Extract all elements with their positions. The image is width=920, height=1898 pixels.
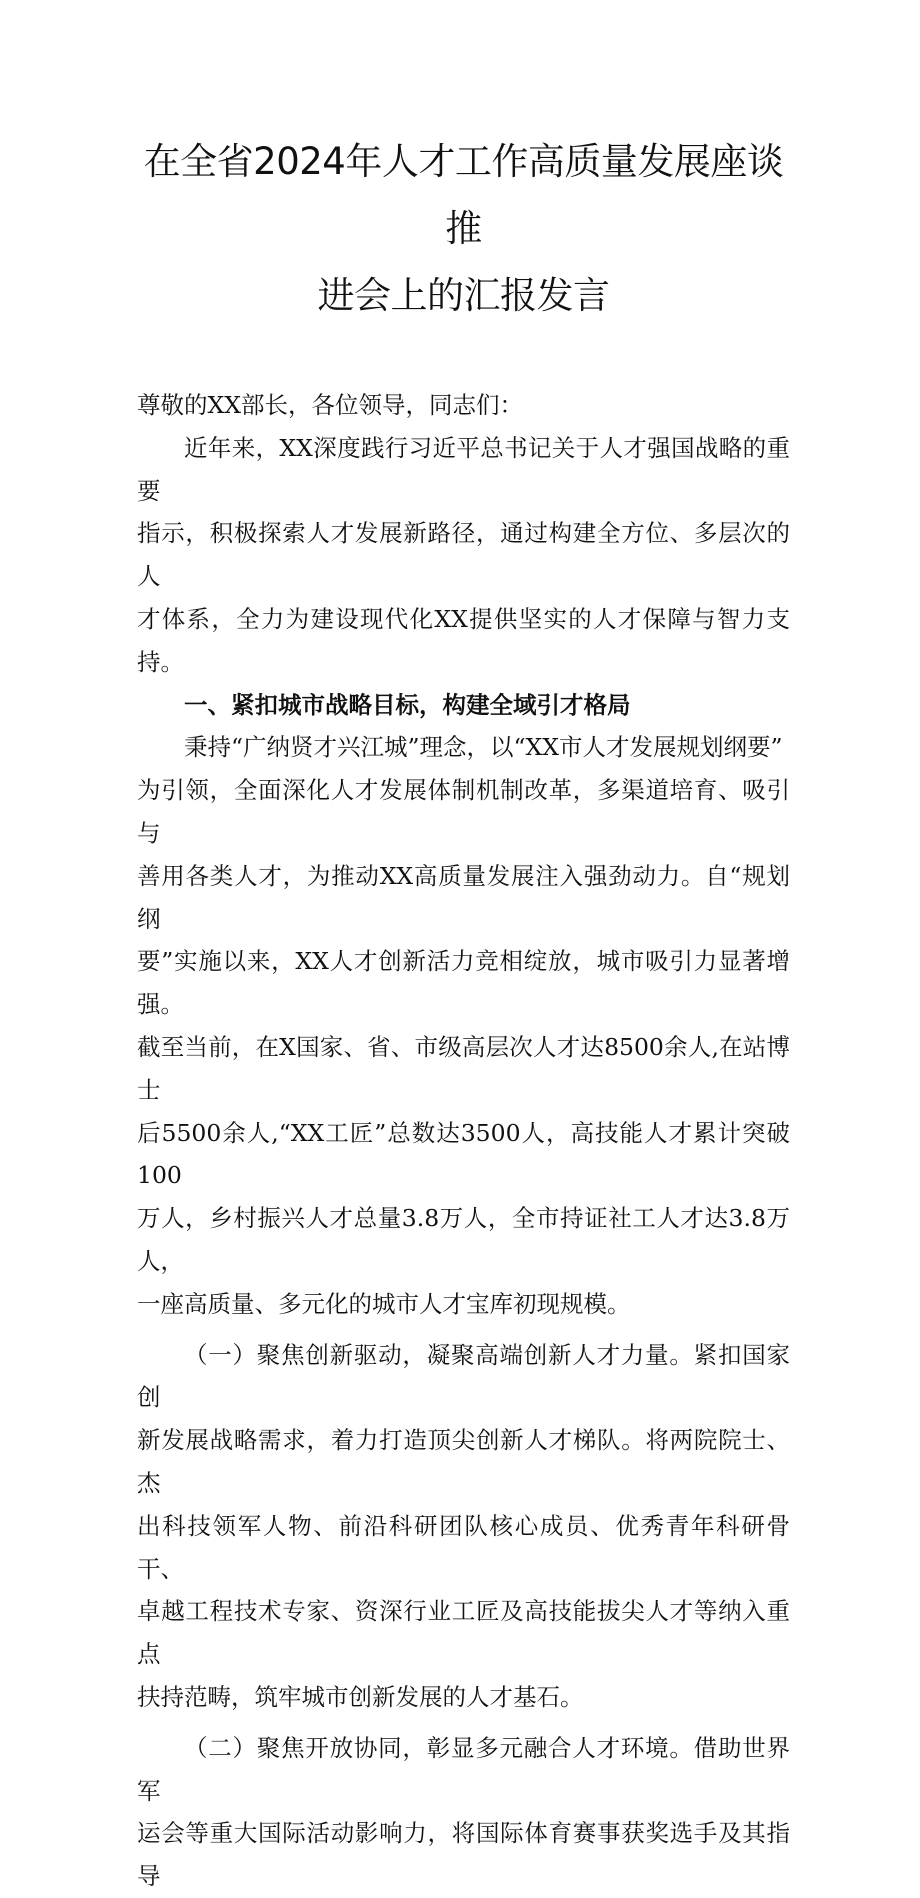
text-line: 卓越工程技术专家、资深行业工匠及高技能拔尖人才等纳入重点 [137, 1597, 790, 1669]
text-line: 一座高质量、多元化的城市人才宝库初现规模。 [137, 1289, 631, 1318]
text-line: 才体系，全力为建设现代化XX提供坚实的人才保障与智力支持。 [137, 604, 790, 676]
text-line: （二）聚焦开放协同，彰显多元融合人才环境。借助世界军 [137, 1733, 790, 1805]
text-line: 秉持“广纳贤才兴江城”理念，以“XX市人才发展规划纲要” [184, 733, 783, 762]
section1-paragraph [137, 726, 790, 1325]
text-line: 扶持范畴，筑牢城市创新发展的人才基石。 [137, 1682, 584, 1711]
text-line: 出科技领军人物、前沿科研团队核心成员、优秀青年科研骨干、 [137, 1511, 790, 1583]
subsection-2-paragraph [137, 1727, 790, 1898]
text-line: 新发展战略需求，着力打造顶尖创新人才梯队。将两院院士、杰 [137, 1426, 790, 1497]
text-line: 万人，乡村振兴人才总量3.8万人，全市持证社工人才达3.8万人， [137, 1204, 790, 1275]
subsection-1-paragraph [137, 1334, 790, 1719]
text-line: 运会等重大国际活动影响力，将国际体育赛事获奖选手及其指导 [137, 1819, 790, 1891]
text-line: 要”实施以来，XX人才创新活力竞相绽放，城市吸引力显著增强。 [137, 947, 790, 1019]
text-line: 截至当前，在X国家、省、市级高层次人才达8500余人,在站博士 [137, 1032, 790, 1104]
section-heading-1: 一、紧扣城市战略目标，构建全域引才格局 [184, 690, 631, 719]
intro-paragraph [137, 427, 790, 684]
text-line: 近年来，XX深度践行习近平总书记关于人才强国战略的重要 [137, 433, 790, 505]
document-title [137, 128, 790, 329]
text-line: 指示，积极探索人才发展新路径，通过构建全方位、多层次的人 [137, 519, 790, 591]
text-line: 后5500余人,“XX工匠”总数达3500人，高技能人才累计突破100 [137, 1118, 790, 1190]
title-line-2: 进会上的汇报发言 [317, 274, 610, 317]
title-line-1: 在全省2024年人才工作高质量发展座谈推 [143, 140, 784, 250]
salutation: 尊敬的XX部长，各位领导，同志们： [137, 391, 523, 419]
text-line: 为引领，全面深化人才发展体制机制改革，多渠道培育、吸引与 [137, 776, 790, 847]
text-line: 善用各类人才，为推动XX高质量发展注入强劲动力。自“规划纲 [137, 861, 790, 933]
text-line: （一）聚焦创新驱动，凝聚高端创新人才力量。紧扣国家创 [137, 1340, 790, 1412]
